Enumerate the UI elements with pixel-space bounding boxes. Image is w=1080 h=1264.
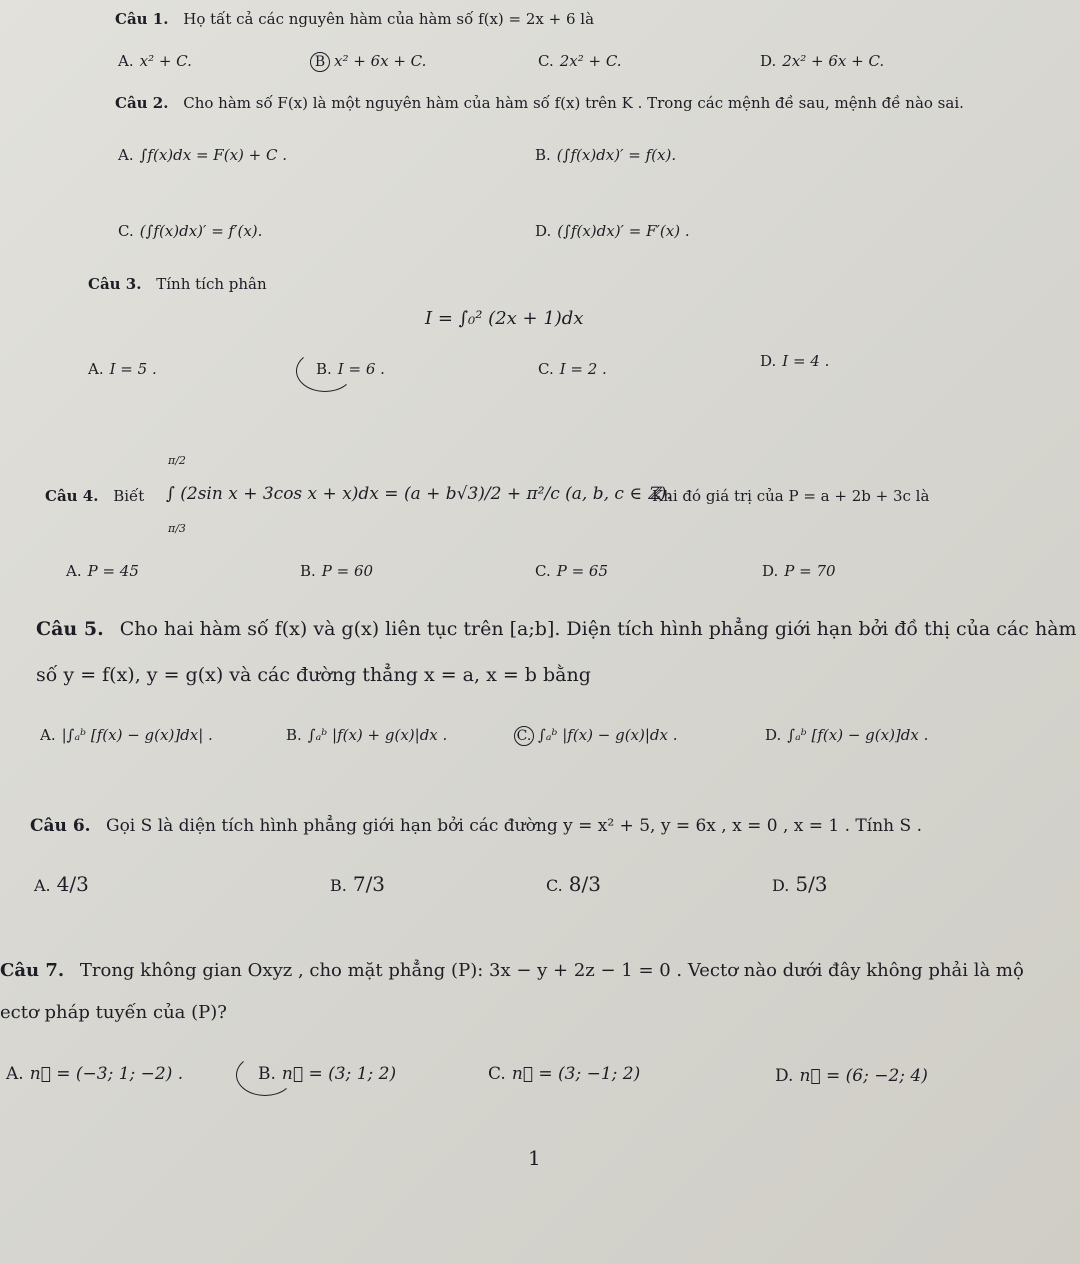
q4-option-a: A. P = 45	[66, 562, 139, 580]
question-6-label: Câu 6.	[30, 816, 91, 836]
q5-option-c: C. ∫ₐᵇ |f(x) − g(x)|dx .	[514, 726, 678, 746]
question-2	[115, 94, 964, 112]
q6-option-b: B. 7/3	[330, 872, 386, 896]
question-5-text2: số y = f(x), y = g(x) và các đường thẳng x = a, x = b bằng	[36, 664, 591, 686]
q4-option-d: D. P = 70	[762, 562, 836, 580]
q5-option-b: B. ∫ₐᵇ |f(x) + g(x)|dx .	[286, 726, 448, 744]
q3-answer-circle	[296, 350, 354, 392]
question-2-label: Câu 2.	[115, 94, 169, 112]
q7-option-d: D. n⃗ = (6; −2; 4)	[775, 1066, 928, 1086]
q3-formula: I = ∫₀² (2x + 1)dx	[425, 308, 584, 329]
question-6	[30, 816, 922, 836]
q3-option-c: C. I = 2 .	[538, 360, 607, 378]
q7-option-a: A. n⃗ = (−3; 1; −2) .	[6, 1064, 184, 1084]
q2-option-b: B. (∫f(x)dx)′ = f(x).	[535, 146, 677, 164]
question-2-text: Cho hàm số F(x) là một nguyên hàm của hàm số f(x) trên K . Trong các mệnh đề sau, mệnh đề nào sai.	[183, 94, 964, 112]
q3-option-a: A. I = 5 .	[88, 360, 157, 378]
q4-option-b: B. P = 60	[300, 562, 374, 580]
question-3	[88, 275, 267, 293]
question-4	[45, 487, 144, 505]
q4-upper-limit: π/2	[168, 454, 186, 467]
page-number: 1	[528, 1146, 541, 1170]
q4-lower-limit: π/3	[168, 522, 186, 535]
q5-option-a: A. |∫ₐᵇ [f(x) − g(x)]dx| .	[40, 726, 213, 744]
question-3-text: Tính tích phân	[156, 275, 267, 293]
q7-option-b: B. n⃗ = (3; 1; 2)	[258, 1064, 397, 1084]
q7-option-c: C. n⃗ = (3; −1; 2)	[488, 1064, 641, 1084]
q1-option-a: A. x² + C.	[118, 52, 192, 70]
q2-option-a: A. ∫f(x)dx = F(x) + C .	[118, 146, 287, 164]
q2-option-d: D. (∫f(x)dx)′ = F′(x) .	[535, 222, 690, 240]
question-7-label: Câu 7.	[0, 960, 65, 981]
question-6-text: Gọi S là diện tích hình phẳng giới hạn bởi các đường y = x² + 5, y = 6x , x = 0 , x = 1 . Tính S .	[105, 816, 922, 836]
q1-option-c: C. 2x² + C.	[538, 52, 622, 70]
q4-formula: ∫ (2sin x + 3cos x + x)dx = (a + b√3)/2 + π²/c (a, b, c ∈ ℤ).	[166, 484, 672, 504]
question-7-text: Trong không gian Oxyz , cho mặt phẳng (P): 3x − y + 2z − 1 = 0 . Vectơ nào dưới đây không phải là mộ	[79, 960, 1024, 981]
question-7-text2: ectơ pháp tuyến của (P)?	[0, 1002, 227, 1023]
q5-option-d: D. ∫ₐᵇ [f(x) − g(x)]dx .	[765, 726, 929, 744]
question-5-label: Câu 5.	[36, 618, 104, 640]
q6-option-d: D. 5/3	[772, 872, 828, 896]
question-3-label: Câu 3.	[88, 275, 142, 293]
q4-text-post: Khi đó giá trị của P = a + 2b + 3c là	[652, 487, 930, 505]
q4-option-c: C. P = 65	[535, 562, 609, 580]
question-1-text: Họ tất cả các nguyên hàm của hàm số f(x) = 2x + 6 là	[183, 10, 595, 28]
question-7	[0, 960, 1024, 981]
question-4-label: Câu 4.	[45, 487, 99, 505]
q1-option-d: D. 2x² + 6x + C.	[760, 52, 885, 70]
q6-option-a: A. 4/3	[34, 872, 89, 896]
q1-option-b: B x² + 6x + C.	[310, 52, 426, 72]
question-1-label: Câu 1.	[115, 10, 169, 28]
question-4-text-pre: Biết	[113, 487, 145, 505]
q7-answer-circle	[236, 1054, 294, 1096]
question-1	[115, 10, 594, 28]
q3-option-d: D. I = 4 .	[760, 352, 830, 370]
question-5	[36, 618, 1077, 640]
q2-option-c: C. (∫f(x)dx)′ = f′(x).	[118, 222, 263, 240]
q3-option-b: B. I = 6 .	[316, 360, 385, 378]
q6-option-c: C. 8/3	[546, 872, 601, 896]
question-5-text: Cho hai hàm số f(x) và g(x) liên tục trên [a;b]. Diện tích hình phẳng giới hạn bởi đồ thị của các hàm	[119, 618, 1077, 640]
